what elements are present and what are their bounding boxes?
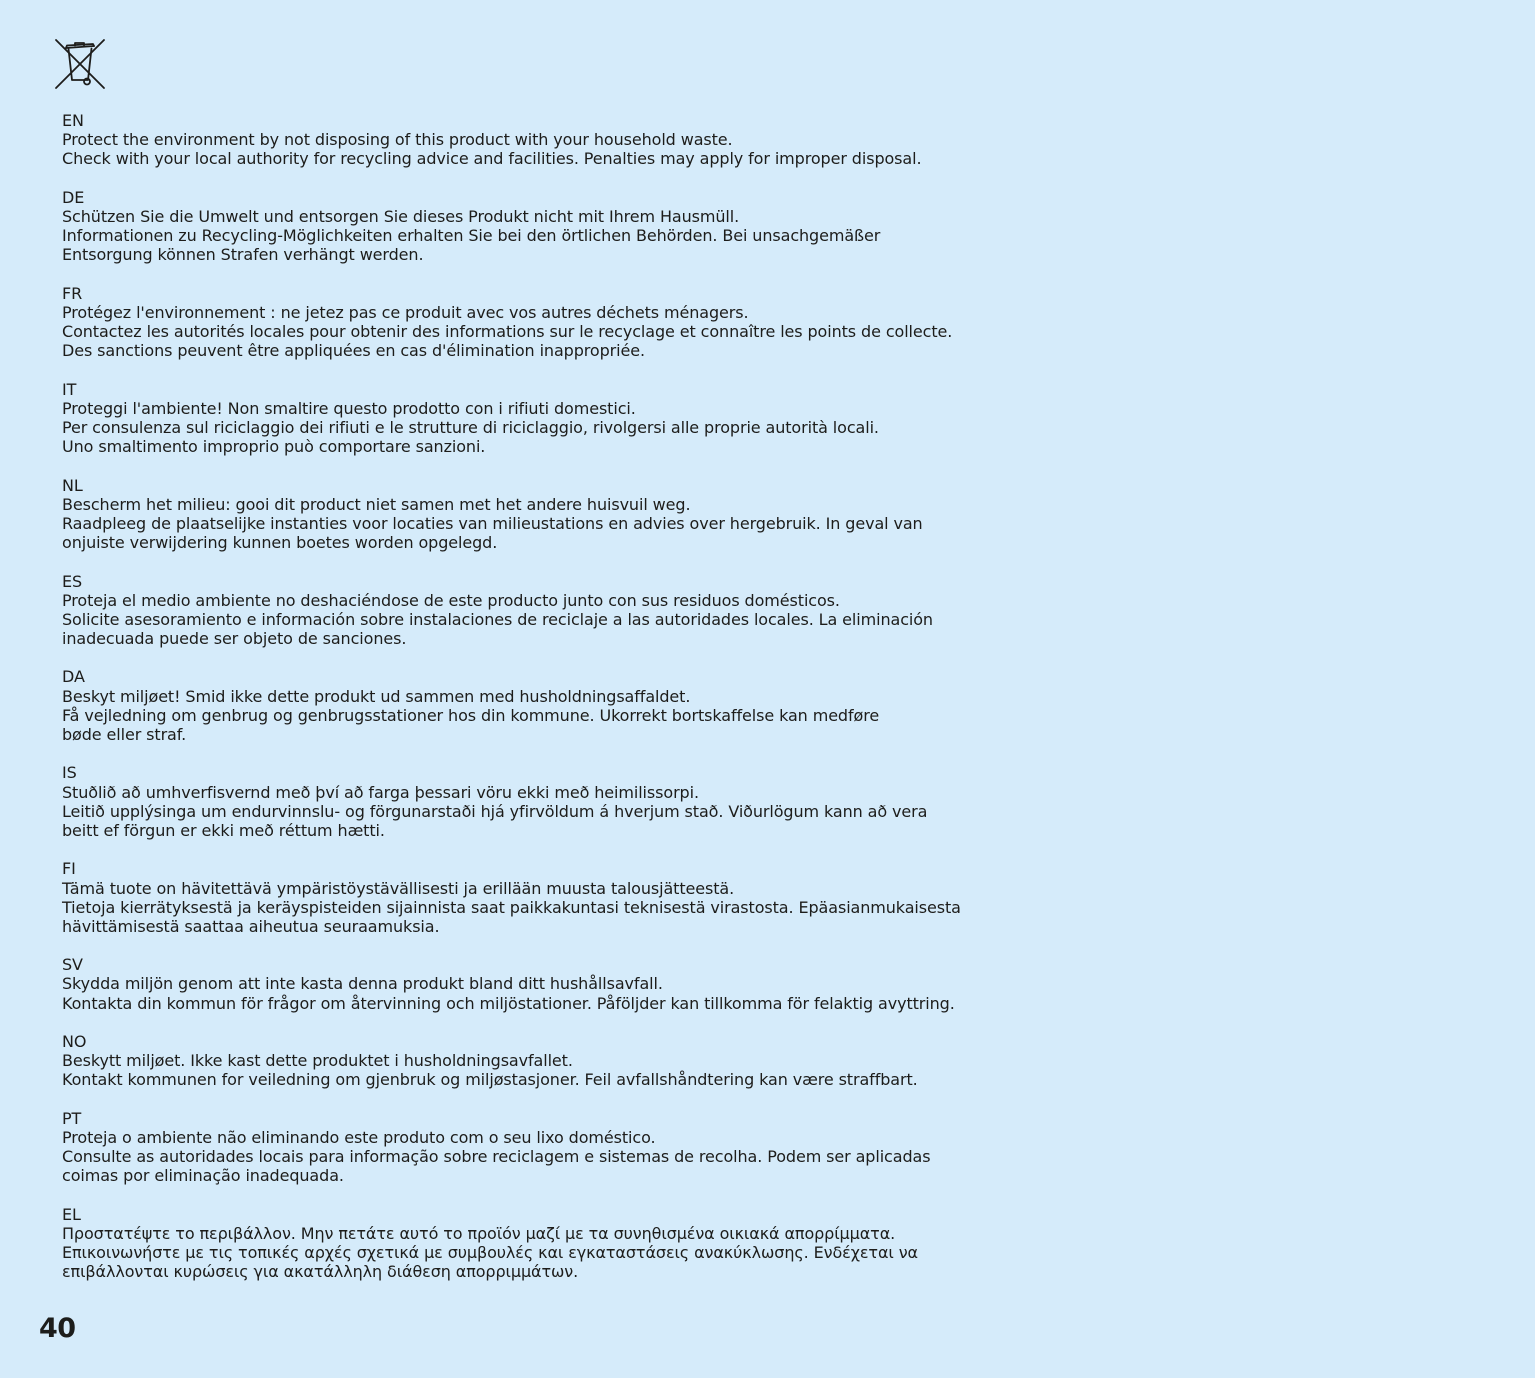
notice-text-line: Protégez l'environnement : ne jetez pas ce produit avec vos autres déchets ménagers. <box>62 302 749 322</box>
notice-text-line: Επικοινωνήστε με τις τοπικές αρχές σχετικά με συμβουλές και εγκαταστάσεις ανακύκλωσης. Ενδέχεται να <box>62 1243 918 1263</box>
language-code: DE <box>62 187 85 207</box>
notice-text-line: Få vejledning om genbrug og genbrugsstationer hos din kommune. Ukorrekt bortskaffelse kan medføre <box>62 705 880 725</box>
language-section-fr <box>62 284 1062 361</box>
notice-text-line: Stuðlið að umhverfisvernd með því að farga þessari vöru ekki með heimilissorpi. <box>62 782 699 802</box>
language-section-it <box>62 380 1062 457</box>
language-code: ES <box>62 571 83 591</box>
notice-text-line: Kontakt kommunen for veiledning om gjenbruk og miljøstasjoner. Feil avfallshåndtering kan være straffbart. <box>62 1070 918 1090</box>
notice-text-line: Check with your local authority for recycling advice and facilities. Penalties may apply for improper disposal. <box>62 149 922 169</box>
language-code: NO <box>62 1032 87 1051</box>
notice-text-line: Raadpleeg de plaatselijke instanties voor locaties van milieustations en advies over hergebruik. In geval van <box>62 513 923 533</box>
language-code: IT <box>62 379 77 399</box>
language-code: SV <box>62 955 83 975</box>
language-section-es <box>62 572 1062 649</box>
language-code: PT <box>62 1108 82 1128</box>
notice-text-line: Des sanctions peuvent être appliquées en cas d'élimination inappropriée. <box>62 341 645 361</box>
notice-text-line: Proteggi l'ambiente! Non smaltire questo prodotto con i rifiuti domestici. <box>62 398 636 418</box>
language-section-nl <box>62 476 1062 553</box>
notice-text-line: inadecuada puede ser objeto de sanciones. <box>62 629 407 649</box>
language-code: EN <box>62 111 84 130</box>
notice-text-line: Beskytt miljøet. Ikke kast dette produktet i husholdningsavfallet. <box>62 1051 573 1071</box>
language-section-el <box>62 1205 1062 1282</box>
language-code: DA <box>62 667 85 687</box>
notice-text-line: Leitið upplýsinga um endurvinnslu- og förgunarstaði hjá yfirvöldum á hverjum stað. Viðurlögum kann að vera <box>62 801 928 821</box>
notice-text-line: Bescherm het milieu: gooi dit product niet samen met het andere huisvuil weg. <box>62 494 691 514</box>
notice-text-line: Protect the environment by not disposing of this product with your household waste. <box>62 130 733 150</box>
disposal-notice <box>62 111 1062 1301</box>
notice-text-line: Uno smaltimento improprio può comportare sanzioni. <box>62 437 486 457</box>
notice-text-line: επιβάλλονται κυρώσεις για ακατάλληλη διάθεση απορριμμάτων. <box>62 1262 579 1282</box>
notice-text-line: Proteja el medio ambiente no deshaciéndose de este producto junto con sus residuos domésticos. <box>62 590 840 610</box>
language-section-fi <box>62 859 1062 936</box>
notice-text-line: Προστατέψτε το περιβάλλον. Μην πετάτε αυτό το προϊόν μαζί με τα συνηθισμένα οικιακά απορρίμματα. <box>62 1223 896 1243</box>
language-section-sv <box>62 955 1062 1013</box>
crossed-out-wheelie-bin-icon <box>54 38 106 92</box>
notice-text-line: Kontakta din kommun för frågor om återvinning och miljöstationer. Påföljder kan tillkomma för felaktig avyttring. <box>62 993 955 1013</box>
page-number: 40 <box>39 1313 76 1344</box>
notice-text-line: coimas por eliminação inadequada. <box>62 1166 344 1186</box>
language-section-no <box>62 1032 1062 1090</box>
notice-text-line: Consulte as autoridades locais para informação sobre reciclagem e sistemas de recolha. Podem ser aplicadas <box>62 1147 931 1167</box>
notice-text-line: Contactez les autorités locales pour obtenir des informations sur le recyclage et connaître les points de collecte. <box>62 322 953 342</box>
notice-text-line: Informationen zu Recycling-Möglichkeiten erhalten Sie bei den örtlichen Behörden. Bei unsachgemäßer <box>62 226 881 246</box>
language-section-da <box>62 667 1062 744</box>
notice-text-line: beitt ef förgun er ekki með réttum hætti. <box>62 820 385 840</box>
language-code: FI <box>62 859 76 879</box>
language-section-en <box>62 111 1062 169</box>
notice-text-line: bøde eller straf. <box>62 725 187 744</box>
language-code: IS <box>62 763 77 783</box>
notice-text-line: Per consulenza sul riciclaggio dei rifiuti e le strutture di riciclaggio, rivolgersi alle proprie autorità locali. <box>62 418 879 437</box>
language-code: FR <box>62 283 83 303</box>
notice-text-line: Skydda miljön genom att inte kasta denna produkt bland ditt hushållsavfall. <box>62 974 663 994</box>
notice-text-line: Proteja o ambiente não eliminando este produto com o seu lixo doméstico. <box>62 1127 656 1147</box>
notice-text-line: Tietoja kierrätyksestä ja keräyspisteiden sijainnista saat paikkakuntasi teknisestä virastosta. Epäasianmukaisesta <box>62 897 961 917</box>
language-code: EL <box>62 1204 81 1224</box>
language-section-is <box>62 763 1062 840</box>
notice-text-line: hävittämisestä saattaa aiheutua seuraamuksia. <box>62 916 440 936</box>
notice-text-line: Solicite asesoramiento e información sobre instalaciones de reciclaje a las autoridades locales. La eliminación <box>62 609 933 629</box>
language-code: NL <box>62 475 83 495</box>
notice-text-line: Tämä tuote on hävitettävä ympäristöystävällisesti ja erillään muusta talousjätteestä. <box>62 878 735 898</box>
language-section-pt <box>62 1109 1062 1186</box>
notice-text-line: Entsorgung können Strafen verhängt werden. <box>62 245 424 265</box>
language-section-de <box>62 188 1062 265</box>
notice-text-line: onjuiste verwijdering kunnen boetes worden opgelegd. <box>62 533 498 553</box>
notice-text-line: Schützen Sie die Umwelt und entsorgen Sie dieses Produkt nicht mit Ihrem Hausmüll. <box>62 206 740 226</box>
notice-text-line: Beskyt miljøet! Smid ikke dette produkt ud sammen med husholdningsaffaldet. <box>62 686 691 706</box>
